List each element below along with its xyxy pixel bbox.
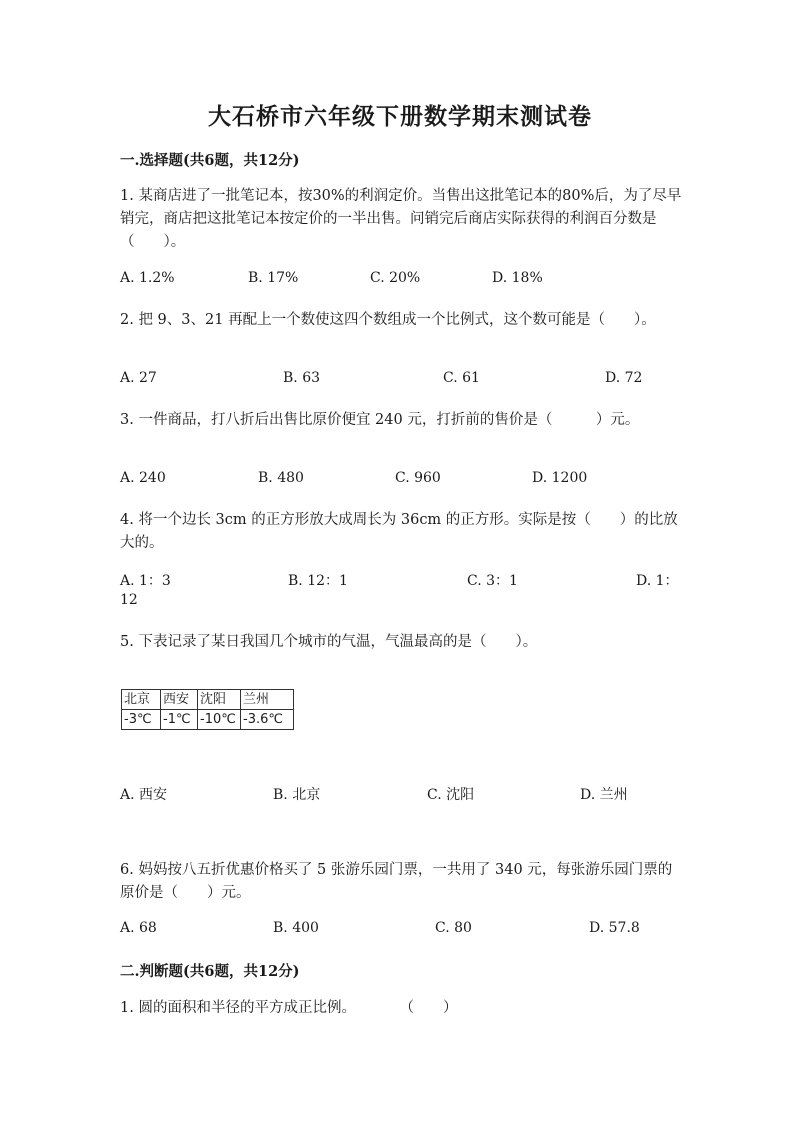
- option-d: D. 18%: [492, 270, 543, 286]
- option-d: D. 1：: [636, 573, 679, 589]
- option-a: A. 1：3: [120, 573, 171, 589]
- question-5-options: [120, 784, 685, 804]
- option-d: D. 1200: [532, 470, 588, 486]
- question-1-options: [120, 270, 685, 290]
- option-a: A. 1.2%: [120, 270, 175, 286]
- table-cell: -1℃: [161, 710, 198, 730]
- section-heading-judge: 二.判断题(共6题，共12分): [120, 963, 300, 980]
- option-c: C. 61: [443, 370, 480, 386]
- option-c: C. 3：1: [467, 573, 518, 589]
- question-3: 3. 一件商品，打八折后出售比原价便宜 240 元，打折前的售价是（ ）元。: [120, 412, 640, 428]
- option-b: B. 12：1: [288, 573, 348, 589]
- option-b: B. 17%: [248, 270, 299, 286]
- question-5: 5. 下表记录了某日我国几个城市的气温，气温最高的是（ ）。: [120, 634, 538, 650]
- question-3-options: [120, 470, 685, 490]
- option-c: C. 20%: [370, 270, 421, 286]
- judge-question-1: 1. 圆的面积和半径的平方成正比例。 （ ）: [120, 1000, 458, 1016]
- option-a: A. 27: [120, 370, 157, 386]
- question-1: 1. 某商店进了一批笔记本，按30%的利润定价。当售出这批笔记本的80%后，为了尽早销完，商店把这批笔记本按定价的一半出售。问销完后商店实际获得的利润百分数是（ ）。: [120, 188, 682, 250]
- table-cell: -3℃: [122, 710, 161, 730]
- question-4-options: [120, 570, 685, 590]
- option-b: B. 480: [258, 470, 304, 486]
- temperature-table: [121, 689, 294, 730]
- option-a: A. 240: [120, 470, 166, 486]
- table-cell: -3.6℃: [241, 710, 294, 730]
- question-2-options: [120, 370, 685, 390]
- option-a: A. 西安: [120, 787, 168, 803]
- option-b: B. 63: [283, 370, 321, 386]
- table-cell: 北京: [122, 690, 161, 710]
- option-c: C. 沈阳: [427, 787, 475, 803]
- table-row-temps: [122, 710, 294, 730]
- option-a: A. 68: [120, 920, 157, 936]
- option-b: B. 400: [273, 920, 319, 936]
- table-cell: 兰州: [241, 690, 294, 710]
- option-d: D. 兰州: [580, 787, 628, 803]
- table-row-cities: [122, 690, 294, 710]
- question-2: 2. 把 9、3、21 再配上一个数使这四个数组成一个比例式，这个数可能是（ ）。: [120, 312, 656, 328]
- section-heading-choice: 一.选择题(共6题，共12分): [120, 152, 300, 169]
- question-6-options: [120, 920, 685, 940]
- question-6: 6. 妈妈按八五折优惠价格买了 5 张游乐园门票，一共用了 340 元，每张游乐园门票的原价是（ ）元。: [120, 862, 673, 901]
- table-cell: 西安: [161, 690, 198, 710]
- option-d: D. 57.8: [589, 920, 640, 936]
- option-d: D. 72: [605, 370, 643, 386]
- option-c: C. 960: [395, 470, 441, 486]
- table-cell: 沈阳: [198, 690, 241, 710]
- page-title: 大石桥市六年级下册数学期末测试卷: [208, 103, 592, 130]
- option-c: C. 80: [435, 920, 472, 936]
- table-cell: -10℃: [198, 710, 241, 730]
- option-d-wrap: 12: [120, 592, 138, 608]
- option-b: B. 北京: [273, 787, 321, 803]
- question-4: 4. 将一个边长 3cm 的正方形放大成周长为 36cm 的正方形。实际是按（ ）的比放大的。: [120, 512, 678, 551]
